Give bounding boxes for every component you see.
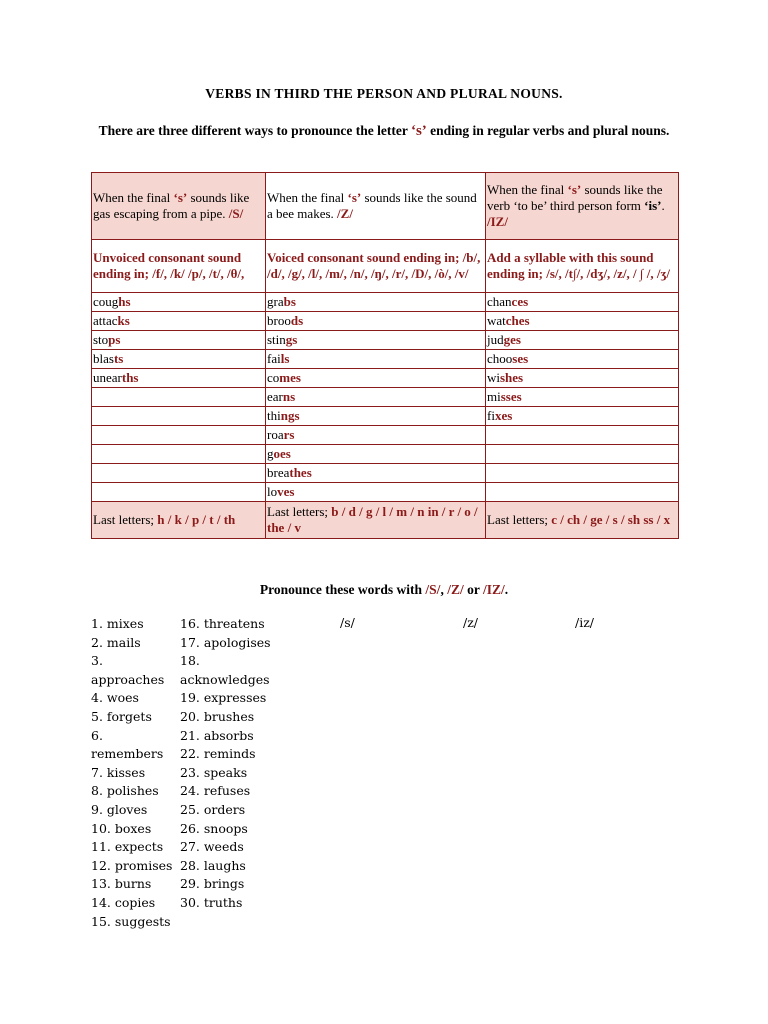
table-row [92,483,679,502]
last-letters-row [92,502,679,539]
list-item: 8. polishes [91,783,159,799]
word-list-2 [180,615,290,913]
list-item: 9. gloves [91,801,148,817]
word-cell: misses [486,388,679,407]
list-item: 20. brushes [180,708,255,724]
list-item: 27. weeds [180,839,244,855]
word-cell: chooses [486,350,679,369]
list-item: 24. refuses [180,783,251,799]
table-row [92,369,679,388]
list-item: 16. threatens [180,616,265,631]
list-item: 25. orders [180,801,246,817]
word-cell: stings [266,331,486,350]
category-unvoiced-cell: Unvoiced consonant sound ending in; /f/, /k/ /p/, /t/, /θ/, [92,240,266,293]
sound-column-iz: /iz/ [575,615,595,630]
list-item: 7. kisses [91,764,146,780]
word-cell: grabs [266,293,486,312]
list-item: 29. brings [180,876,245,892]
list-item: 12. promises [91,857,173,873]
header-z-cell: When the final ‘s’ sounds like the sound a bee makes. /Z/ [266,173,486,240]
header-s-cell: When the final ‘s’ sounds like gas escaping from a pipe. /S/ [92,173,266,240]
list-item: 17. apologises [180,634,271,650]
word-list-1 [91,615,179,931]
sound-column-s: /s/ [340,615,355,630]
word-rows [92,293,679,502]
list-item: 3. approaches [91,653,165,687]
category-syllable-cell: Add a syllable with this sound ending in; /s/, /t∫/, /dʒ/, /z/, / ∫ /, /ʒ/ [486,240,679,293]
sound-table [91,172,679,539]
list-item: 28. laughs [180,857,246,873]
category-voiced-cell: Voiced consonant sound ending in; /b/, /d/, /g/, /l/, /m/, /n/, /ŋ/, /r/, /D/, /ò/, /v/ [266,240,486,293]
last-letters-z-cell: Last letters; b / d / g / l / m / n in / r / o / the / v [266,502,486,539]
word-cell: fails [266,350,486,369]
table-row [92,388,679,407]
page-title: VERBS IN THIRD THE PERSON AND PLURAL NOUNS. [205,86,563,101]
table-header-row [92,173,679,240]
intro-part1: There are three different ways to pronounce the letter [98,123,411,138]
list-item: 2. mails [91,634,141,650]
word-cell [92,388,266,407]
table-row [92,331,679,350]
word-cell [92,445,266,464]
word-cell [92,426,266,445]
last-letters-iz-cell: Last letters; c / ch / ge / s / sh ss / x [486,502,679,539]
list-item: 11. expects [91,839,164,855]
word-cell [486,483,679,502]
intro-part2: ending in regular verbs and plural nouns. [426,123,670,138]
word-cell: chances [486,293,679,312]
word-cell: comes [266,369,486,388]
word-cell [486,445,679,464]
intro-letter: ‘s’ [410,123,427,139]
word-cell: attacks [92,312,266,331]
list-item: 6. remembers [91,727,164,762]
word-cell: breathes [266,464,486,483]
list-item: 23. speaks [180,764,248,780]
list-item: 19. expresses [180,690,267,706]
word-cell: stops [92,331,266,350]
word-cell: judges [486,331,679,350]
word-cell: roars [266,426,486,445]
word-cell: loves [266,483,486,502]
table-row [92,464,679,483]
list-item: 4. woes [91,690,139,706]
word-cell: fixes [486,407,679,426]
word-cell [92,483,266,502]
table-row [92,407,679,426]
intro-text [95,121,673,141]
word-cell [92,407,266,426]
table-row [92,426,679,445]
exercise-title: Pronounce these words with /S/, /Z/ or /IZ/. [259,582,509,597]
table-row [92,350,679,369]
word-cell: watches [486,312,679,331]
list-item: 18. acknowledges [180,653,270,687]
word-cell: earns [266,388,486,407]
word-cell: things [266,407,486,426]
list-item: 14. copies [91,894,156,910]
sound-column-z: /z/ [463,615,479,630]
table-category-row [92,240,679,293]
list-item: 10. boxes [91,820,152,836]
list-item: 5. forgets [91,708,152,724]
last-letters-s-cell: Last letters; h / k / p / t / th [92,502,266,539]
list-item: 21. absorbs [180,727,254,743]
word-cell: blasts [92,350,266,369]
word-cell: goes [266,445,486,464]
word-cell: wishes [486,369,679,388]
word-cell: unearths [92,369,266,388]
word-cell [486,426,679,445]
list-item: 30. truths [180,894,243,910]
table-row [92,293,679,312]
header-iz-cell: When the final ‘s’ sounds like the verb ‘to be’ third person form ‘is’. /IZ/ [486,173,679,240]
list-item: 1. mixes [91,616,144,631]
table-row [92,445,679,464]
word-cell [486,464,679,483]
table-row [92,312,679,331]
list-item: 22. reminds [180,746,256,762]
list-item: 15. suggests [91,913,171,929]
list-item: 26. snoops [180,820,248,836]
word-cell: broods [266,312,486,331]
word-cell [92,464,266,483]
word-cell: coughs [92,293,266,312]
list-item: 13. burns [91,876,152,892]
